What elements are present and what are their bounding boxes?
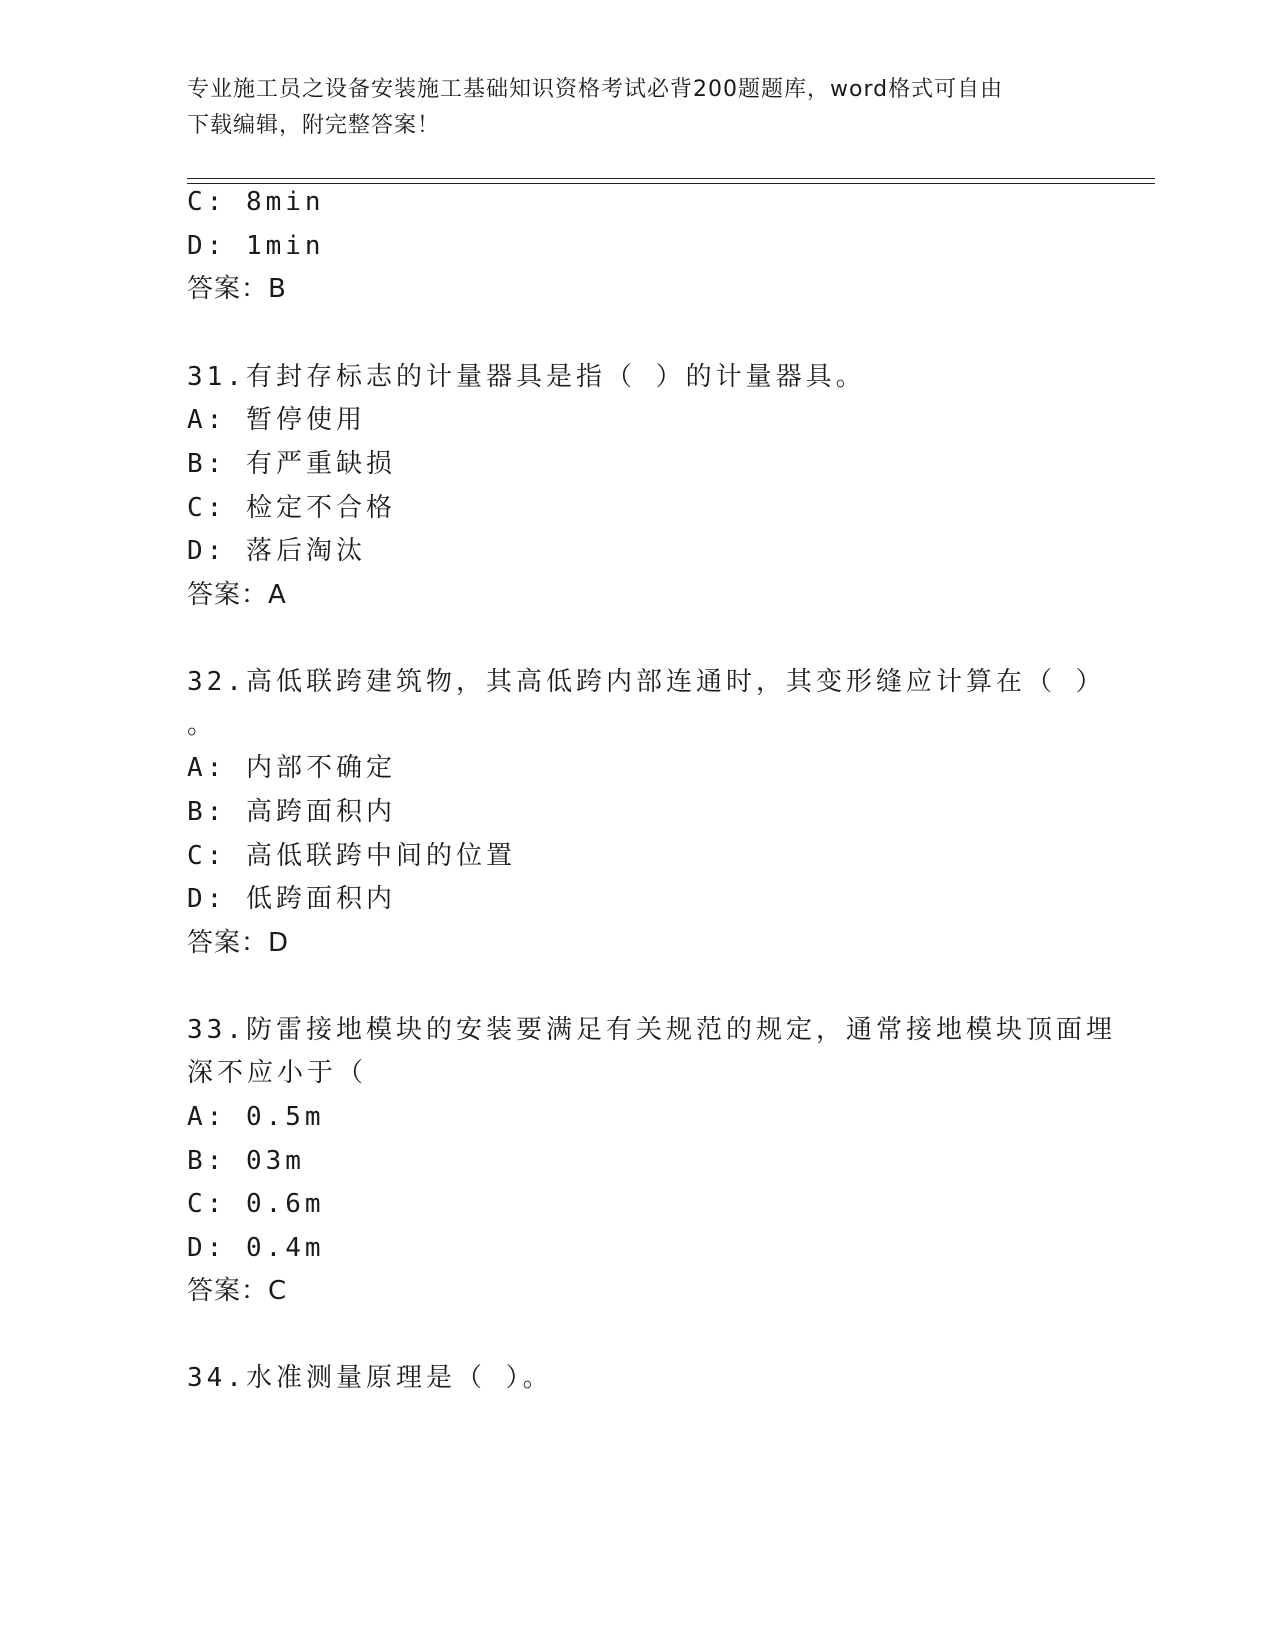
q32-option-c: C: 高低联跨中间的位置 <box>187 841 516 871</box>
q32-answer: 答案：D <box>187 928 290 958</box>
q31-stem: 31.有封存标志的计量器具是指（ ）的计量器具。 <box>187 362 866 392</box>
q31-option-d: D: 落后淘汰 <box>187 536 366 566</box>
header-line-2: 下载编辑，附完整答案！ <box>187 113 441 138</box>
document-header <box>187 72 1087 144</box>
q32-option-d: D: 低跨面积内 <box>187 884 396 914</box>
q31-answer: 答案：A <box>187 580 287 610</box>
q31-option-a: A: 暂停使用 <box>187 405 366 435</box>
q30-option-d: D: 1min <box>187 231 325 261</box>
q32-stem-line-2: 。 <box>187 710 218 740</box>
q33-stem-line-2: 深不应小于（ <box>187 1058 368 1088</box>
q33-answer: 答案：C <box>187 1276 288 1306</box>
q34-stem: 34.水准测量原理是（ ）。 <box>187 1363 553 1393</box>
q31-option-b: B: 有严重缺损 <box>187 449 396 479</box>
q33-option-d: D: 0.4m <box>187 1233 325 1263</box>
header-line-1: 专业施工员之设备安装施工基础知识资格考试必背200题题库，word格式可自由 <box>187 77 1004 102</box>
q30-answer: 答案：B <box>187 274 287 304</box>
q33-stem-line-1: 33.防雷接地模块的安装要满足有关规范的规定，通常接地模块顶面埋 <box>187 1015 1116 1045</box>
q33-option-c: C: 0.6m <box>187 1189 325 1219</box>
q33-option-b: B: 03m <box>187 1146 305 1176</box>
q30-option-c: C: 8min <box>187 187 325 217</box>
q31-option-c: C: 检定不合格 <box>187 493 396 523</box>
q32-option-b: B: 高跨面积内 <box>187 797 396 827</box>
header-divider <box>187 178 1155 184</box>
q33-option-a: A: 0.5m <box>187 1102 325 1132</box>
q32-stem-line-1: 32.高低联跨建筑物，其高低跨内部连通时，其变形缝应计算在（ ） <box>187 667 1106 697</box>
q32-option-a: A: 内部不确定 <box>187 753 396 783</box>
